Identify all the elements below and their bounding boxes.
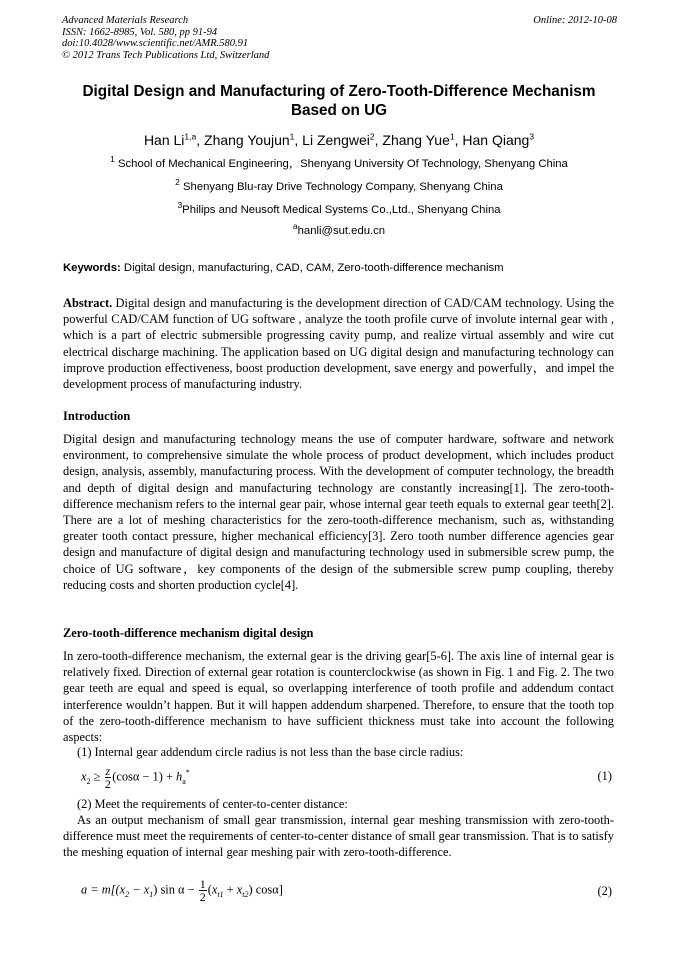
- equation-2-body: [81, 878, 283, 903]
- affiliation-sup: 1: [110, 154, 115, 165]
- affiliation-text: Philips and Neusoft Medical Systems Co.,Ltd., Shenyang China: [182, 204, 501, 216]
- author-name: Zhang Youjun: [204, 132, 290, 148]
- affiliation-3: [40, 200, 638, 217]
- eq-text: ) cosα]: [248, 882, 283, 897]
- eq-var: h: [176, 769, 183, 784]
- keywords-text: Digital design, manufacturing, CAD, CAM, Zero-tooth-difference mechanism: [123, 262, 504, 274]
- author-sep: ,: [196, 132, 205, 148]
- section-paragraph-2: As an output mechanism of small gear transmission, internal gear meshing transmission with zero-tooth-difference must meet the requirements of center-to-center distance of small gear transmission. That is to satisfy the meshing equation of internal gear meshing pair with zero-tooth-difference.: [63, 813, 614, 860]
- online-date: Online: 2012-10-08: [533, 15, 617, 26]
- paper-title: [50, 82, 628, 120]
- eq-var: x: [236, 882, 243, 897]
- author-sup: 1: [449, 131, 455, 142]
- abstract-paragraph: [63, 295, 614, 392]
- eq-op: +: [223, 882, 237, 897]
- eq-var: x: [119, 882, 126, 897]
- eq-text: (cosα − 1) +: [112, 769, 177, 784]
- title-line-1: Digital Design and Manufacturing of Zero-Tooth-Difference Mechanism: [82, 83, 596, 100]
- author-sup: 2: [369, 131, 375, 142]
- list-item-1: (1) Internal gear addendum circle radius is not less than the base circle radius:: [77, 745, 464, 759]
- eq-var: x: [143, 882, 150, 897]
- equation-number: (2): [597, 884, 612, 898]
- journal-name: Advanced Materials Research: [62, 15, 189, 26]
- eq-sub: t1: [217, 889, 224, 899]
- eq-frac-num: z: [105, 764, 111, 778]
- eq-text: a = m[(: [81, 882, 120, 897]
- affiliation-text: Shenyang Blu-ray Drive Technology Company, Shenyang China: [183, 181, 503, 193]
- equation-1: [63, 759, 614, 795]
- author-name: Li Zengwei: [302, 132, 370, 148]
- affiliation-1: [40, 154, 638, 171]
- affiliation-sup: 3: [177, 200, 183, 211]
- doi-line: doi:10.4028/www.scientific.net/AMR.580.91: [62, 38, 249, 50]
- issn-line: ISSN: 1662-8985, Vol. 580, pp 91-94: [62, 26, 218, 38]
- eq-frac-num: 1: [199, 877, 206, 891]
- author-sep: ,: [374, 132, 383, 148]
- eq-sub: 2: [125, 889, 130, 899]
- journal-header: [62, 15, 617, 61]
- eq-var: x: [211, 882, 218, 897]
- author-sup: 3: [529, 131, 535, 142]
- eq-frac-den: 2: [104, 777, 111, 791]
- eq-sub: 1: [149, 889, 154, 899]
- author-sup: 1: [289, 131, 295, 142]
- eq-sub: t2: [242, 889, 249, 899]
- author-sup: 1,a: [184, 131, 197, 142]
- abstract-text: Digital design and manufacturing is the development direction of CAD/CAM technology. Using the powerful CAD/CAM function of UG software , analyze the tooth profile curve of involute internal gear with , which is a part of electric submersible progressing cavity pump, and realize virtual assembly and wire cut electrical discharge machining. The application based on UG digital design and manufacturing technology can improve production effectiveness, boost production development, save energy and powerfully，and impel the development process of manufacturing industry.: [63, 296, 614, 392]
- eq-fraction: [105, 765, 112, 790]
- affiliation-sup: a: [292, 221, 298, 232]
- section-paragraph: In zero-tooth-difference mechanism, the external gear is the driving gear[5-6]. The axis line of internal gear is relatively fixed. Direction of external gear rotation is counterclockwise (as shown in Fig. 1 and Fig. 2. The two gear teeth are equal and speed is equal, so overlapping interference of tooth profile and addendum contact interference wouldn’t happen. But it will happen addendum sharpened. Therefore, to ensure that the tooth top of the zero-tooth-difference mechanism to have sufficient thickness must take into account the following aspects:: [63, 649, 614, 745]
- eq-sup: *: [185, 768, 190, 778]
- eq-rel: ≥: [93, 769, 101, 784]
- author-name: Han Qiang: [462, 132, 530, 148]
- keywords-line: [63, 261, 618, 275]
- copyright-line: © 2012 Trans Tech Publications Ltd, Switzerland: [62, 49, 270, 61]
- eq-fraction: [199, 878, 207, 903]
- eq-frac-den: 2: [199, 890, 206, 904]
- equation-2: [63, 874, 614, 910]
- introduction-paragraph: Digital design and manufacturing technology means the use of computer hardware, software and network environment, to comprehensive simulate the whole process of product development, which includes product design, analysis, assembly, manufacturing process. With the development of computer technology, the breadth and depth of digital design and manufacturing technology are constantly increasing[1]. The zero-tooth-difference mechanism refers to the internal gear pair, whose internal gear teeth equals to external gear teeth[2]. There are a lot of meshing characteristics for the zero-tooth-difference mechanism, such as, withstanding greater tooth contact pressure, higher mechanical efficiency[3]. Zero tooth number difference agencies gear design and manufacture of digital design and manufacturing technology used in submersible screw pump, the choice of UG software，key components of the design of the submersible screw pump coupling, thereby reducing costs and shorten production cycle[4].: [63, 432, 614, 592]
- introduction-heading: Introduction: [63, 409, 131, 423]
- title-line-2: Based on UG: [290, 102, 388, 119]
- eq-var: x: [81, 769, 87, 784]
- email-text: hanli@sut.edu.cn: [297, 225, 386, 237]
- author-list: [40, 131, 638, 149]
- affiliation-text: School of Mechanical Engineering，Shenyang University Of Technology, Shenyang China: [118, 158, 568, 170]
- list-item-2: (2) Meet the requirements of center-to-center distance:: [77, 797, 348, 811]
- equation-number: (1): [597, 769, 612, 783]
- affiliation-sup: 2: [175, 177, 180, 188]
- author-name: Zhang Yue: [382, 132, 450, 148]
- affiliation-2: [40, 177, 638, 194]
- eq-op: (: [207, 882, 212, 897]
- abstract-label: Abstract.: [63, 296, 113, 310]
- equation-1-body: [81, 765, 190, 790]
- author-name: Han Li: [143, 132, 185, 148]
- section-heading: Zero-tooth-difference mechanism digital design: [63, 626, 314, 640]
- author-sep: ,: [454, 132, 463, 148]
- eq-sub: 2: [86, 776, 91, 786]
- eq-sub: a: [182, 776, 186, 786]
- author-sep: ,: [294, 132, 303, 148]
- eq-op: −: [129, 882, 144, 897]
- keywords-label: Keywords:: [63, 262, 121, 274]
- author-email: [40, 221, 638, 238]
- eq-text: ) sin α −: [153, 882, 198, 897]
